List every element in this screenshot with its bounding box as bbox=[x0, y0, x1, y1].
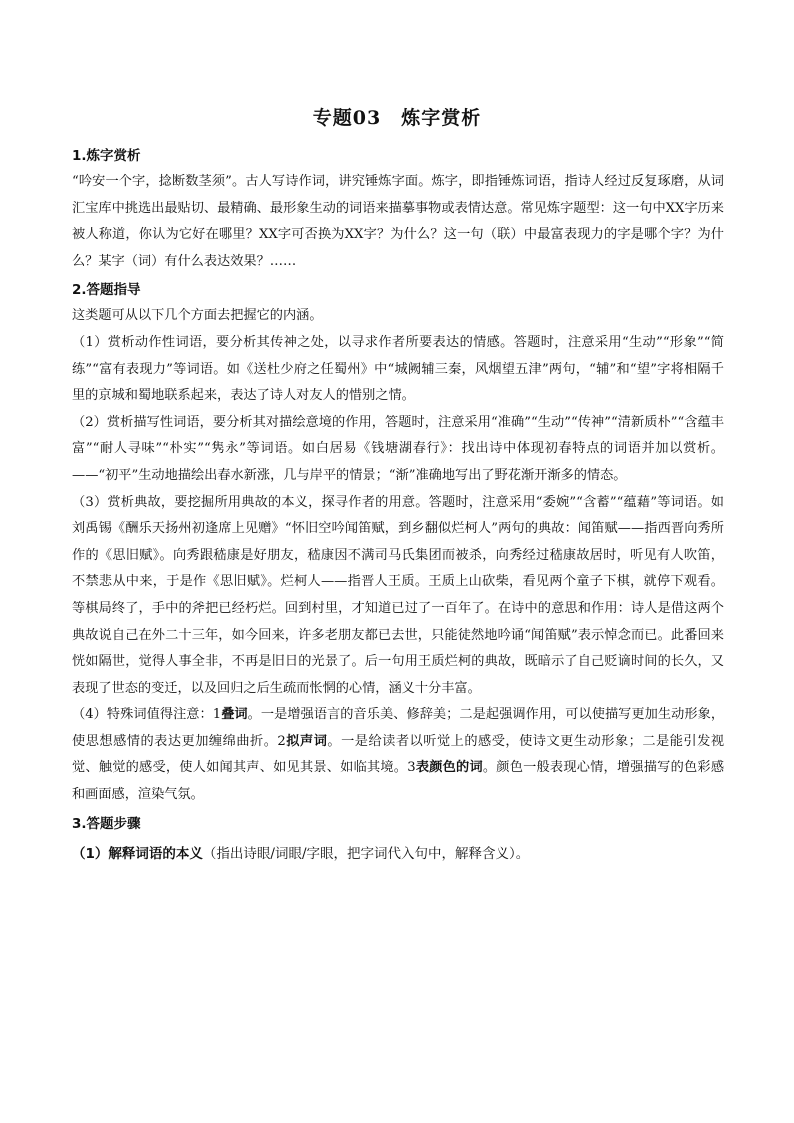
section-2-point-4 bbox=[72, 702, 724, 808]
step-1-detail: （指出诗眼/词眼/字眼，把字词代入句中，解释含义）。 bbox=[202, 845, 530, 862]
page-title: 专题03 炼字赏析 bbox=[312, 107, 482, 129]
section-heading-1: 1.炼字赏析 bbox=[72, 148, 141, 164]
point-4-lead: （4）特殊词值得注意：1 bbox=[72, 707, 222, 723]
section-heading-2: 2.答题指导 bbox=[72, 282, 141, 299]
section-2-point-1: （1）赏析动作性词语，要分析其传神之处，以寻求作者所要表达的情感。答题时，注意采用“生动”“形象”“简练”“富有表现力”等词语。如《送杜少府之任蜀州》中“城阙辅三秦，风烟望五津”两句，“辅”和“望”字将相隔千里的京城和蜀地联系起来，表达了诗人对友人的惜别之情。 bbox=[72, 334, 724, 404]
point-4-text-1: 。一是增强语言的音乐美、修辞美；二是起强调作用，可以使描写更加生动形象，使思想感情的表达更加缠绵曲折。2 bbox=[72, 707, 725, 749]
step-1-title: （1）解释词语的本义 bbox=[72, 845, 203, 862]
step-1 bbox=[72, 841, 724, 867]
keyword-color-words: 表颜色的词 bbox=[415, 760, 483, 776]
section-2-intro: 这类题可从以下几个方面去把握它的内涵。 bbox=[72, 308, 323, 324]
keyword-reduplication: 叠词 bbox=[221, 707, 248, 723]
section-heading-3: 3.答题步骤 bbox=[72, 815, 141, 832]
section-1-paragraph: “吟安一个字，捻断数茎须”。古人写诗作词，讲究锤炼字面。炼字，即指锤炼词语，指诗人经过反复琢磨，从词汇宝库中挑选出最贴切、最精确、最形象生动的词语来描摹事物或表情达意。常见炼字题型：这一句中XX字历来被人称道，你认为它好在哪里？XX字可否换为XX字？为什么？这一句（联）中最富表现力的字是哪个字？为什么？某字（词）有什么表达效果？…… bbox=[72, 174, 724, 269]
document-body bbox=[72, 143, 724, 867]
point-4-text-2: 。一是给读者以听觉上的感受，使诗文更生动形象；二是能引发视觉、触觉的感受，使人如闻其声、如见其景、如临其境。3 bbox=[72, 733, 725, 776]
keyword-onomatopoeia: 拟声词 bbox=[285, 733, 328, 749]
point-4-text-3: 。颜色一般表现心情，增强描写的色彩感和画面感，渲染气氛。 bbox=[72, 760, 725, 803]
section-2-point-2: （2）赏析描写性词语，要分析其对描绘意境的作用，答题时，注意采用“准确”“生动”“传神”“清新质朴”“含蕴丰富”“耐人寻味”“朴实”“隽永”等词语。如白居易《钱塘湖春行》：找出诗中体现初春特点的词语并加以赏析。——“初平”生动地描绘出春水新涨，几与岸平的情景；“渐”准确地写出了野花渐开渐多的情态。 bbox=[72, 414, 724, 483]
section-2-point-3: （3）赏析典故，要挖掘所用典故的本义，探寻作者的用意。答题时，注意采用“委婉”“含蓄”“蕴藉”等词语。如刘禹锡《酬乐天扬州初逢席上见赠》“怀旧空吟闻笛赋，到乡翻似烂柯人”两句的典故：闻笛赋——指西晋向秀所作的《思旧赋》。向秀跟嵇康是好朋友，嵇康因不满司马氏集团而被杀，向秀经过嵇康故居时，听见有人吹笛，不禁悲从中来，于是作《思旧赋》。烂柯人——指晋人王质。王质上山砍柴，看见两个童子下棋，就停下观看。等棋局终了，手中的斧把已经朽烂。回到村里，才知道已过了一百年了。在诗中的意思和作用：诗人是借这两个典故说自己在外二十三年，如今回来，许多老朋友都已去世，只能徒然地吟诵“闻笛赋”表示悼念而已。此番回来恍如隔世，觉得人事全非，不再是旧日的光景了。后一句用王质烂柯的典故，既暗示了自己贬谪时间的长久，又表现了世态的变迁，以及回归之后生疏而怅惘的心情，涵义十分丰富。 bbox=[72, 494, 724, 696]
